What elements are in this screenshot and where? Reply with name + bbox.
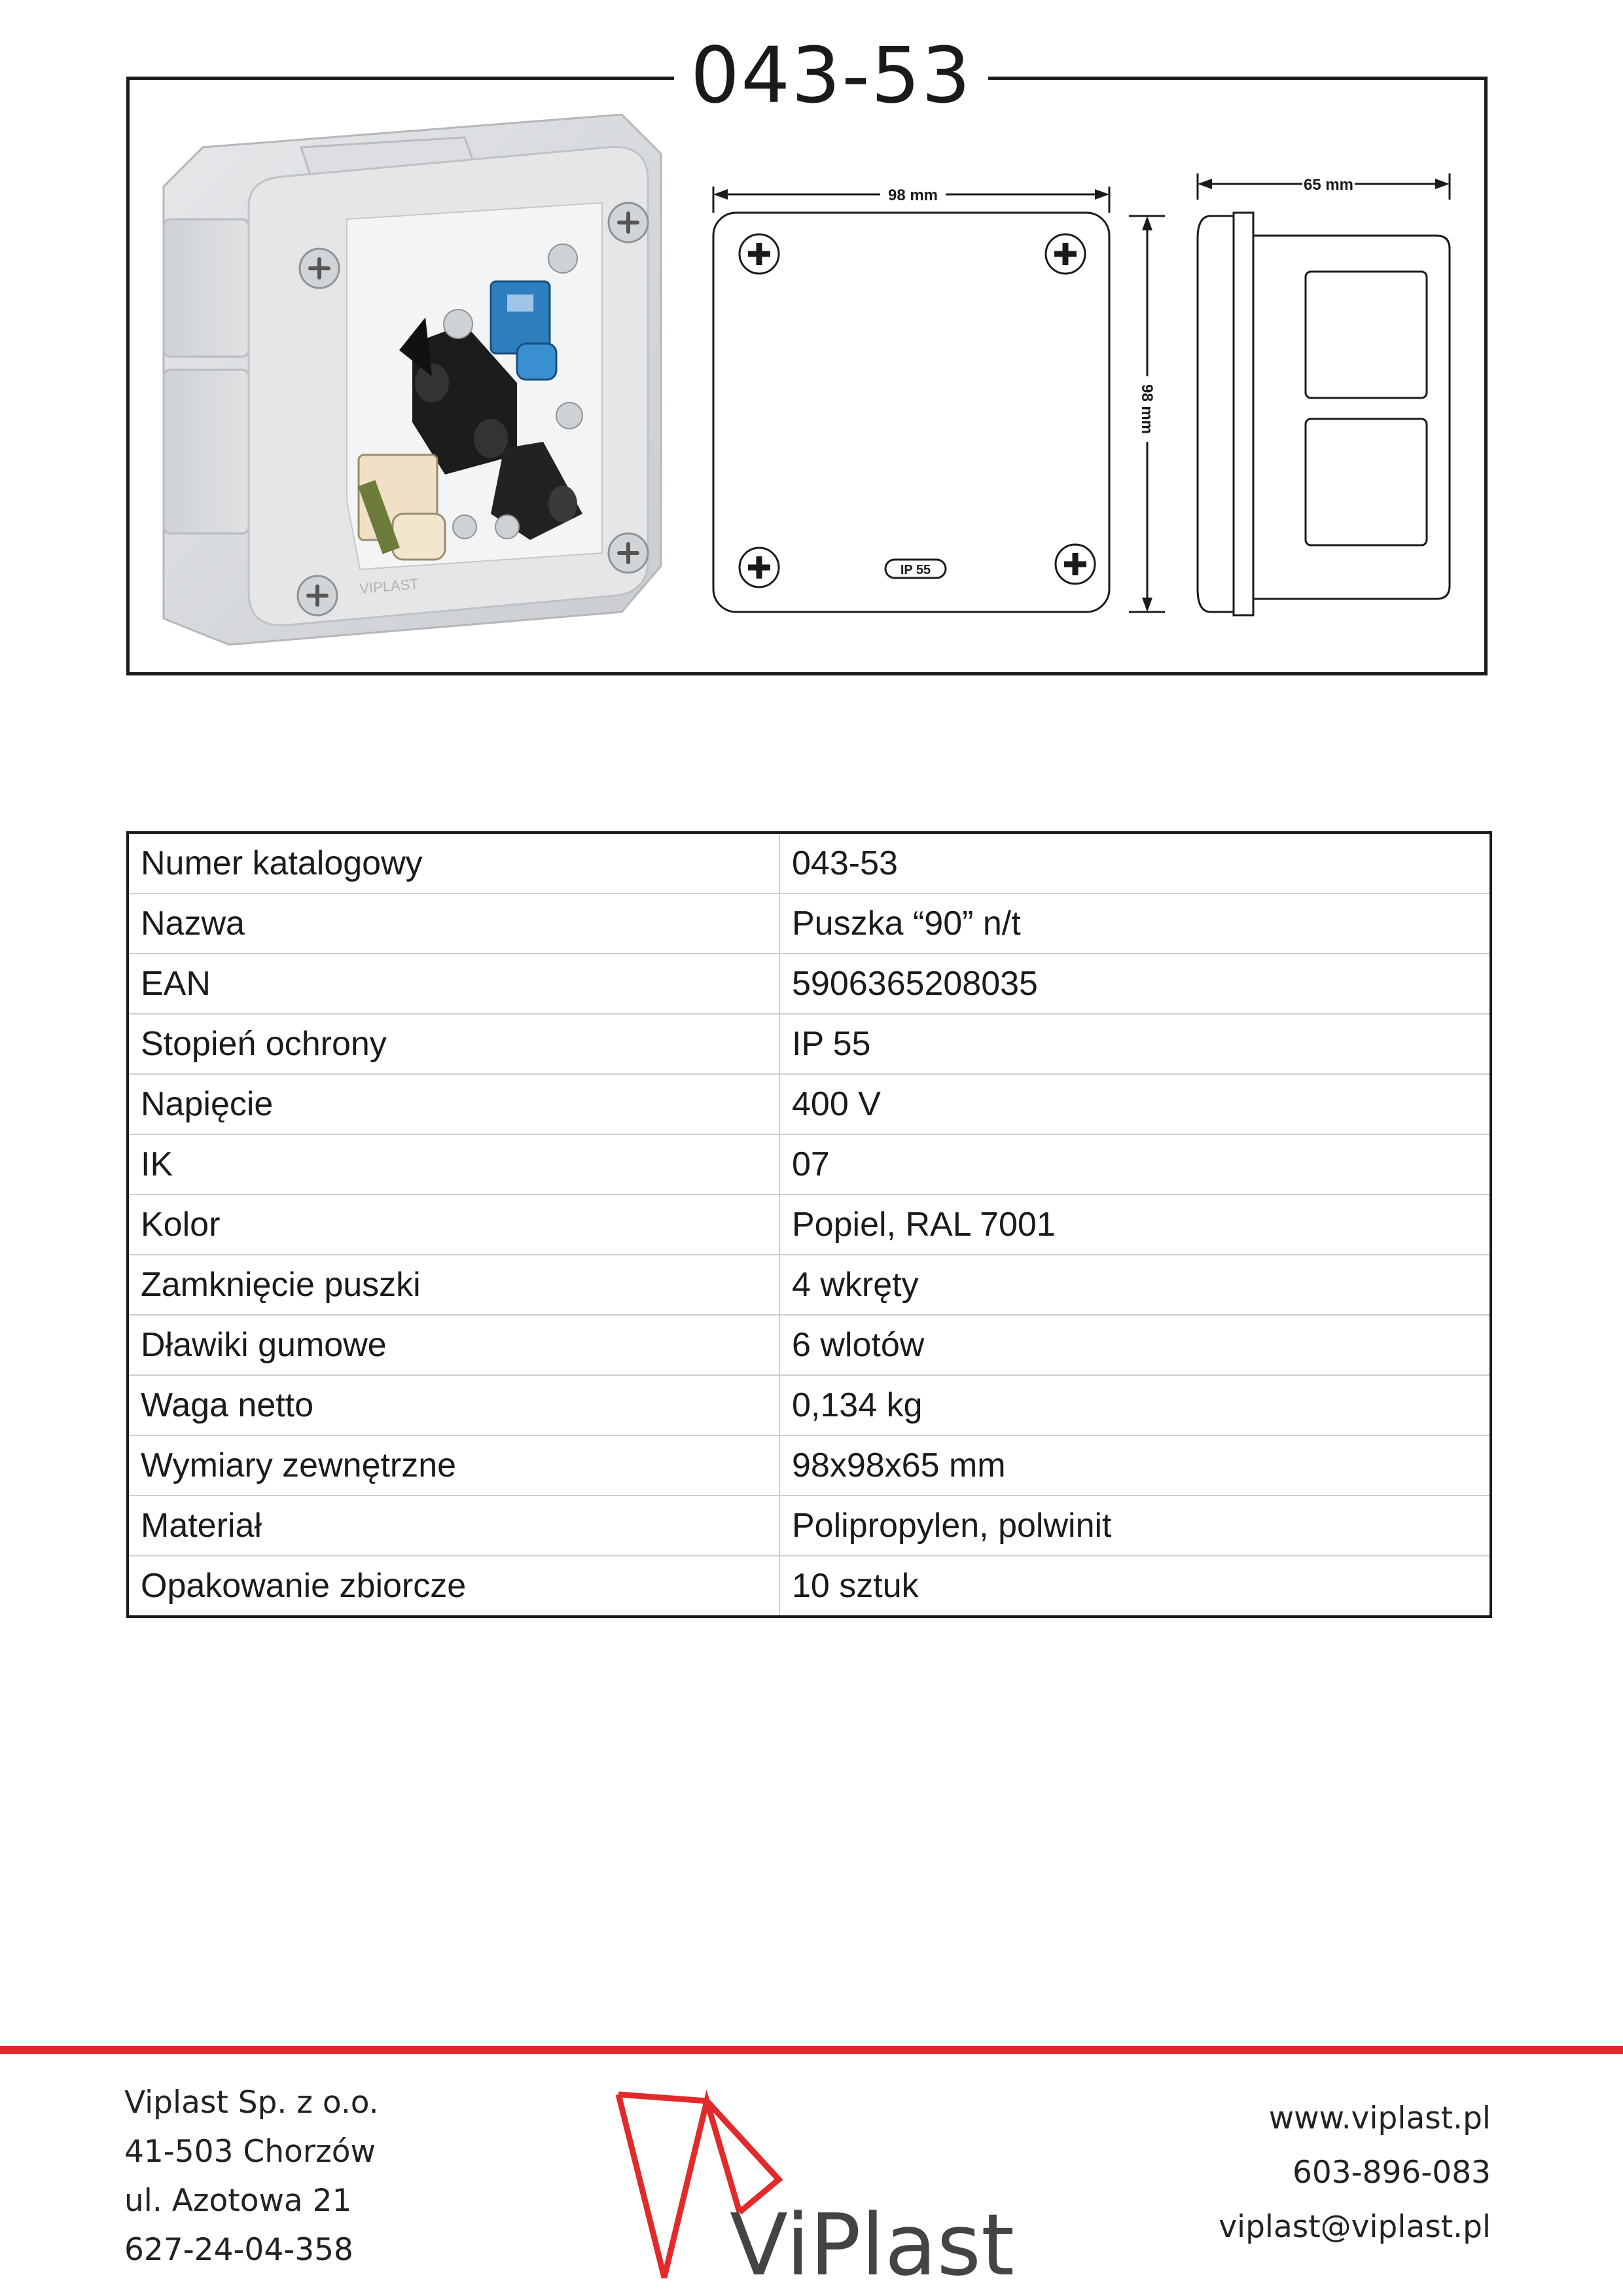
tax-id: 627-24-04-358 — [124, 2232, 353, 2268]
height-dimension-label: 98 mm — [1138, 384, 1156, 435]
table-row — [128, 1375, 1491, 1435]
company-contact — [1219, 2091, 1491, 2254]
spec-label: Zamknięcie puszki — [128, 1255, 779, 1315]
spec-value: 043-53 — [792, 844, 898, 882]
logo-wordmark: ViPlast — [730, 2195, 1014, 2291]
spec-label: Opakowanie zbiorcze — [128, 1556, 779, 1617]
table-row — [128, 1014, 1491, 1074]
spec-value: 400 V — [779, 1074, 1491, 1134]
table-row — [128, 1074, 1491, 1134]
footer-divider — [0, 2046, 1623, 2054]
table-row — [128, 833, 1491, 893]
spec-label: Materiał — [128, 1496, 779, 1556]
spec-label: Waga netto — [128, 1375, 779, 1435]
spec-value: IP 55 — [779, 1014, 1491, 1074]
spec-label: Kolor — [128, 1194, 779, 1255]
spec-label: IK — [128, 1134, 779, 1194]
postal-city: 41-503 Chorzów — [124, 2134, 376, 2170]
table-row — [128, 1315, 1491, 1375]
spec-value: 5906365208035 — [779, 954, 1491, 1014]
width-dimension-label: 98 mm — [887, 187, 938, 204]
junction-box-photo — [151, 108, 674, 651]
spec-value: 10 sztuk — [779, 1556, 1491, 1617]
spec-label: Dławiki gumowe — [128, 1315, 779, 1375]
spec-label: Napięcie — [128, 1074, 779, 1134]
box-marking: VIPLAST — [359, 575, 419, 597]
company-name: Viplast Sp. z o.o. — [124, 2085, 379, 2121]
spec-value: 6 wlotów — [779, 1315, 1491, 1375]
spec-value: Puszka “90” n/t — [779, 893, 1491, 954]
spec-label: Nazwa — [128, 893, 779, 954]
ip-badge: IP 55 — [900, 563, 931, 577]
table-row — [128, 1134, 1491, 1194]
table-row — [128, 893, 1491, 954]
website-link[interactable]: www.viplast.pl — [1268, 2100, 1491, 2136]
table-row — [128, 1556, 1491, 1617]
front-dimension-drawing — [700, 167, 1171, 625]
spec-value: Popiel, RAL 7001 — [779, 1194, 1491, 1255]
specification-table — [126, 831, 1492, 1618]
spec-label: Numer katalogowy — [128, 833, 779, 893]
spec-label: Stopień ochrony — [128, 1014, 779, 1074]
spec-value: 07 — [779, 1134, 1491, 1194]
table-row — [128, 1496, 1491, 1556]
side-dimension-drawing — [1185, 167, 1472, 625]
screw-icon — [740, 234, 1095, 587]
table-row — [128, 1194, 1491, 1255]
table-row — [128, 1255, 1491, 1315]
spec-value: Polipropylen, polwinit — [779, 1496, 1491, 1556]
viplast-logo — [609, 2081, 1014, 2291]
spec-value: 0,134 kg — [779, 1375, 1491, 1435]
product-code-title: 043-53 — [674, 26, 988, 124]
table-row — [128, 954, 1491, 1014]
spec-value: 4 wkręty — [779, 1255, 1491, 1315]
depth-dimension-label: 65 mm — [1303, 176, 1354, 194]
spec-label: Wymiary zewnętrzne — [128, 1435, 779, 1496]
table-row — [128, 1435, 1491, 1496]
spec-label: EAN — [128, 954, 779, 1014]
email-link[interactable]: viplast@viplast.pl — [1219, 2209, 1491, 2245]
street: ul. Azotowa 21 — [124, 2183, 352, 2219]
company-address — [124, 2078, 379, 2274]
spec-value: 98x98x65 mm — [779, 1435, 1491, 1496]
phone-number[interactable]: 603-896-083 — [1292, 2155, 1491, 2191]
